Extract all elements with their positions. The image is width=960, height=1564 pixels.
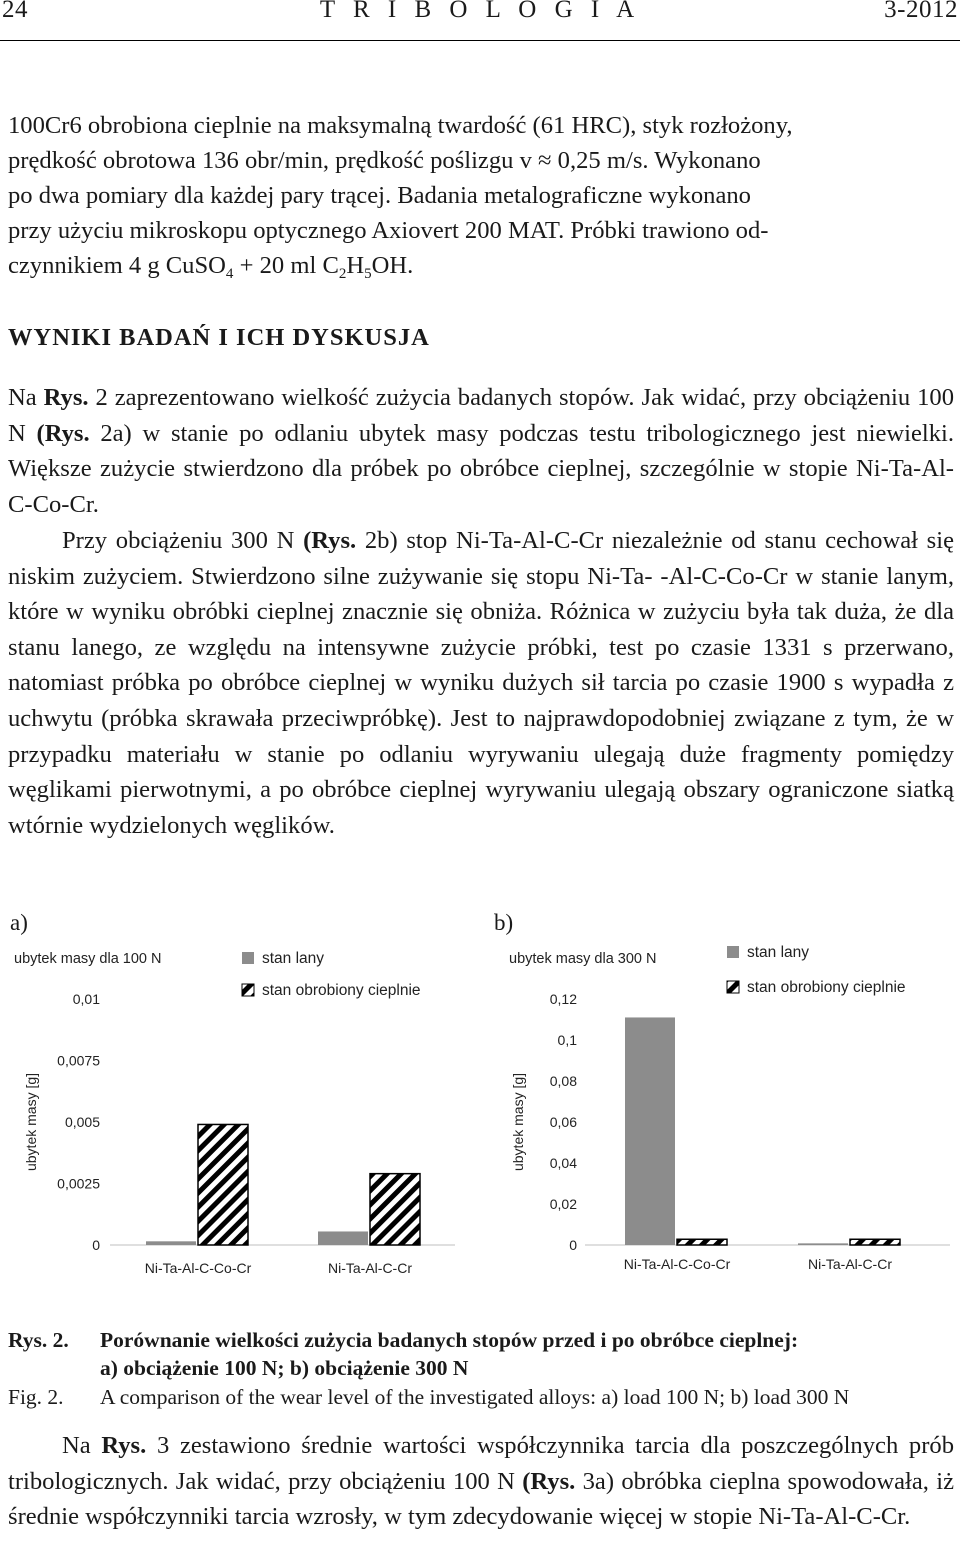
panel-label-b: b) — [494, 910, 514, 935]
chart-title: ubytek masy dla 100 N — [14, 951, 162, 967]
bar-2-1 — [318, 1231, 368, 1245]
chart-title: ubytek masy dla 300 N — [509, 951, 657, 967]
y-tick-label: 0 — [92, 1237, 100, 1253]
caption-en-text: A comparison of the wear level of the investigated alloys: a) load 100 N; b) load 300 N — [100, 1385, 850, 1409]
bar-1-1 — [625, 1017, 675, 1245]
y-tick-label: 0 — [569, 1237, 577, 1253]
issue-number: 3-2012 — [884, 0, 958, 23]
y-tick-label: 0,0075 — [57, 1052, 100, 1069]
y-tick-label: 0,02 — [549, 1196, 577, 1212]
y-axis-label: ubytek masy [g] — [510, 1072, 526, 1172]
bar-1-2 — [677, 1239, 727, 1245]
y-tick-label: 0,06 — [549, 1114, 577, 1130]
bar-1-1 — [146, 1241, 196, 1245]
chart-a-wear-100n — [0, 935, 480, 1295]
bar-2-2 — [850, 1239, 900, 1245]
intro-line-4: przy użyciu mikroskopu optycznego Axiovert 200 MAT. Próbki trawiono od- — [8, 217, 769, 244]
y-tick-label: 0,1 — [557, 1032, 577, 1048]
category-label-2: Ni-Ta-Al-C-Cr — [808, 1256, 892, 1272]
caption-en-label: Fig. 2. — [8, 1385, 64, 1409]
y-axis-label: ubytek masy [g] — [23, 1072, 39, 1172]
legend-swatch-2 — [727, 981, 739, 993]
legend-swatch-1 — [242, 952, 254, 964]
category-label-1: Ni-Ta-Al-C-Co-Cr — [623, 1256, 731, 1272]
y-tick-label: 0,005 — [64, 1114, 100, 1130]
running-header — [0, 0, 960, 41]
intro-line-2: prędkość obrotowa 136 obr/min, prędkość poślizgu v ≈ 0,25 m/s. Wykonano — [8, 147, 761, 174]
category-label-2: Ni-Ta-Al-C-Cr — [328, 1260, 412, 1276]
y-tick-label: 0,04 — [549, 1155, 577, 1171]
legend-label-2: stan obrobiony cieplnie — [262, 982, 421, 999]
legend-label-1: stan lany — [262, 950, 325, 967]
page-number: 24 — [2, 0, 28, 23]
closing-paragraph: Na Rys. 3 zestawiono średnie wartości współczynnika tarcia dla poszczególnych prób tribologicznych. Jak widać, przy obciążeniu 100 N (Rys. 3a) obróbka cieplna spowodowała, iż średnie współczynniki tarcia wzrosły, w tym zdecydowanie więcej w stopie Ni-Ta-Al-C-Cr. — [8, 1432, 954, 1531]
category-label-1: Ni-Ta-Al-C-Co-Cr — [144, 1260, 252, 1276]
results-paragraph-1: Na Rys. 2 zaprezentowano wielkość zużycia badanych stopów. Jak widać, przy obciążeniu 100 N (Rys. 2a) w stanie po odlaniu ubytek masy podczas testu tribologicznego jest niewielki. Większe zużycie stwierdzono dla próbek po obróbce cieplnej, szczególnie w stopie Ni-Ta-Al-C-Co-Cr. — [8, 384, 955, 518]
intro-line-1: 100Cr6 obrobiona cieplnie na maksymalną twardość (61 HRC), styk rozłożony, — [8, 112, 793, 139]
caption-pl-label: Rys. 2. — [8, 1328, 69, 1352]
caption-pl-text-2: a) obciążenie 100 N; b) obciążenie 300 N — [100, 1356, 469, 1380]
bar-1-2 — [198, 1124, 248, 1245]
intro-line-3: po dwa pomiary dla każdej pary trącej. Badania metalograficzne wykonano — [8, 182, 751, 209]
y-tick-label: 0,08 — [549, 1073, 577, 1089]
section-heading: WYNIKI BADAŃ I ICH DYSKUSJA — [8, 324, 430, 351]
caption-pl-text-1: Porównanie wielkości zużycia badanych stopów przed i po obróbce cieplnej: — [100, 1328, 799, 1352]
bar-2-2 — [370, 1174, 420, 1245]
bar-2-1 — [798, 1243, 848, 1245]
legend-label-1: stan lany — [747, 944, 810, 961]
panel-label-a: a) — [10, 910, 28, 935]
legend-swatch-2 — [242, 984, 254, 996]
y-tick-label: 0,12 — [549, 991, 577, 1007]
y-tick-label: 0,01 — [72, 991, 100, 1007]
results-paragraph-2: Przy obciążeniu 300 N (Rys. 2b) stop Ni-Ta-Al-C-Cr niezależnie od stanu cechował się niskim zużyciem. Stwierdzono silne zużywanie się stopu Ni-Ta- -Al-C-Co-Cr w stanie lanym, które w wyniku obróbki cieplnej znacznie się obniża. Różnica w zużyciu była tak duża, że dla stanu lanego, ze względu na intensywne zużycie próbki, test po czasie 1331 s przerwano, natomiast próbka po obróbce cieplnej w wyniku dużych sił tarcia po czasie 1900 s wypadła z uchwytu (próbka skrawała przeciwpróbkę). Jest to najprawdopodobniej związane z tym, że w przypadku materiału w stanie po odlaniu wyrywaniu ulegają duże fragmenty pomiędzy węglikami pierwotnymi, a po obróbce cieplnej wyrywaniu ulegają obszary ograniczone siatką wtórnie wydzielonych węglików. — [8, 527, 954, 839]
legend-label-2: stan obrobiony cieplnie — [747, 979, 906, 996]
journal-name: T R I B O L O G I A — [319, 0, 641, 23]
legend-swatch-1 — [727, 946, 739, 958]
y-tick-label: 0,0025 — [57, 1175, 100, 1192]
chart-b-wear-300n — [485, 935, 960, 1295]
intro-line-5: czynnikiem 4 g CuSO$_4$ + 20 ml $C_2H_5OH$. — [8, 252, 414, 282]
